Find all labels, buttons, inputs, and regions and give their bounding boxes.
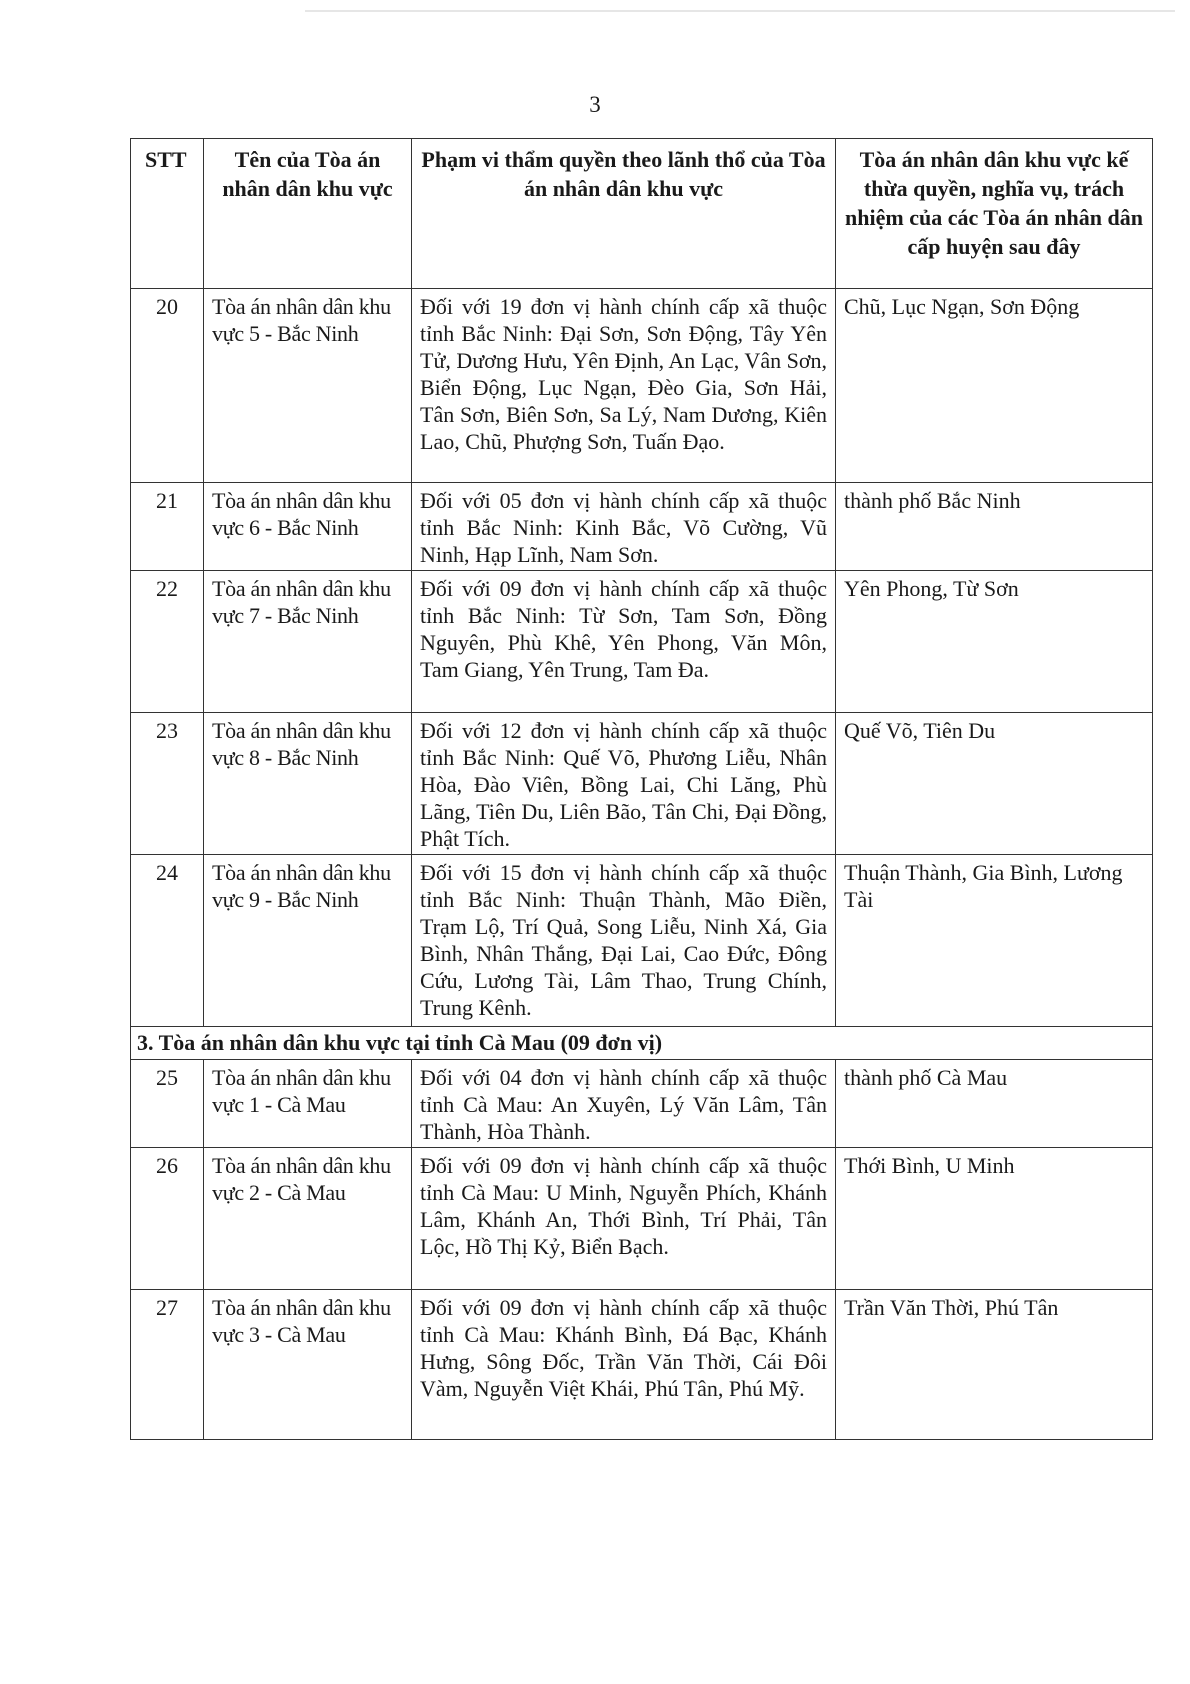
row-stt: 22 (131, 571, 204, 713)
header-stt: STT (131, 139, 204, 289)
table-row (131, 571, 1153, 713)
row-successor: Chũ, Lục Ngạn, Sơn Động (836, 289, 1153, 483)
row-stt: 27 (131, 1290, 204, 1440)
row-successor: Thới Bình, U Minh (836, 1148, 1153, 1290)
row-court-name: Tòa án nhân dân khu vực 5 - Bắc Ninh (204, 289, 412, 483)
row-stt: 21 (131, 483, 204, 571)
row-stt: 25 (131, 1060, 204, 1148)
table-row (131, 1290, 1153, 1440)
court-jurisdiction-table (130, 138, 1153, 1440)
header-scope: Phạm vi thẩm quyền theo lãnh thổ của Tòa án nhân dân khu vực (412, 139, 836, 289)
row-scope: Đối với 12 đơn vị hành chính cấp xã thuộc tỉnh Bắc Ninh: Quế Võ, Phương Liễu, Nhân Hòa, Đào Viên, Bồng Lai, Chi Lăng, Phù Lãng, Tiên Du, Liên Bão, Tân Chi, Đại Đồng, Phật Tích. (412, 713, 836, 855)
table-header-row (131, 139, 1153, 289)
row-court-name: Tòa án nhân dân khu vực 2 - Cà Mau (204, 1148, 412, 1290)
section-title: 3. Tòa án nhân dân khu vực tại tỉnh Cà Mau (09 đơn vị) (131, 1027, 1153, 1060)
row-successor: Thuận Thành, Gia Bình, Lương Tài (836, 855, 1153, 1027)
table-row (131, 713, 1153, 855)
row-successor: Quế Võ, Tiên Du (836, 713, 1153, 855)
row-scope: Đối với 09 đơn vị hành chính cấp xã thuộc tỉnh Bắc Ninh: Từ Sơn, Tam Sơn, Đồng Nguyên, Phù Khê, Yên Phong, Văn Môn, Tam Giang, Yên Trung, Tam Đa. (412, 571, 836, 713)
row-scope: Đối với 15 đơn vị hành chính cấp xã thuộc tỉnh Bắc Ninh: Thuận Thành, Mão Điền, Trạm Lộ, Trí Quả, Song Liễu, Ninh Xá, Gia Bình, Nhân Thắng, Đại Lai, Cao Đức, Đông Cứu, Lương Tài, Lâm Thao, Trung Chính, Trung Kênh. (412, 855, 836, 1027)
table-row (131, 1060, 1153, 1148)
row-court-name: Tòa án nhân dân khu vực 1 - Cà Mau (204, 1060, 412, 1148)
table-row (131, 483, 1153, 571)
row-court-name: Tòa án nhân dân khu vực 8 - Bắc Ninh (204, 713, 412, 855)
table-row (131, 1148, 1153, 1290)
row-scope: Đối với 19 đơn vị hành chính cấp xã thuộc tỉnh Bắc Ninh: Đại Sơn, Sơn Động, Tây Yên Tử, Dương Hưu, Yên Định, An Lạc, Vân Sơn, Biển Động, Lục Ngạn, Đèo Gia, Sơn Hải, Tân Sơn, Biên Sơn, Sa Lý, Nam Dương, Kiên Lao, Chũ, Phượng Sơn, Tuấn Đạo. (412, 289, 836, 483)
row-stt: 20 (131, 289, 204, 483)
row-stt: 23 (131, 713, 204, 855)
row-court-name: Tòa án nhân dân khu vực 9 - Bắc Ninh (204, 855, 412, 1027)
row-successor: Trần Văn Thời, Phú Tân (836, 1290, 1153, 1440)
row-court-name: Tòa án nhân dân khu vực 3 - Cà Mau (204, 1290, 412, 1440)
row-stt: 26 (131, 1148, 204, 1290)
row-successor: Yên Phong, Từ Sơn (836, 571, 1153, 713)
row-court-name: Tòa án nhân dân khu vực 7 - Bắc Ninh (204, 571, 412, 713)
row-scope: Đối với 09 đơn vị hành chính cấp xã thuộc tỉnh Cà Mau: Khánh Bình, Đá Bạc, Khánh Hưng, Sông Đốc, Trần Văn Thời, Cái Đôi Vàm, Nguyễn Việt Khái, Phú Tân, Phú Mỹ. (412, 1290, 836, 1440)
row-scope: Đối với 05 đơn vị hành chính cấp xã thuộc tỉnh Bắc Ninh: Kinh Bắc, Võ Cường, Vũ Ninh, Hạp Lĩnh, Nam Sơn. (412, 483, 836, 571)
row-stt: 24 (131, 855, 204, 1027)
header-court-name: Tên của Tòa án nhân dân khu vực (204, 139, 412, 289)
page-number: 3 (589, 92, 601, 117)
top-rule (305, 10, 1175, 12)
row-successor: thành phố Cà Mau (836, 1060, 1153, 1148)
section-row (131, 1027, 1153, 1060)
header-successor: Tòa án nhân dân khu vực kế thừa quyền, nghĩa vụ, trách nhiệm của các Tòa án nhân dân cấp huyện sau đây (836, 139, 1153, 289)
row-scope: Đối với 04 đơn vị hành chính cấp xã thuộc tỉnh Cà Mau: An Xuyên, Lý Văn Lâm, Tân Thành, Hòa Thành. (412, 1060, 836, 1148)
table-row (131, 855, 1153, 1027)
table-row (131, 289, 1153, 483)
row-successor: thành phố Bắc Ninh (836, 483, 1153, 571)
row-scope: Đối với 09 đơn vị hành chính cấp xã thuộc tỉnh Cà Mau: U Minh, Nguyễn Phích, Khánh Lâm, Khánh An, Thới Bình, Trí Phải, Tân Lộc, Hồ Thị Kỷ, Biển Bạch. (412, 1148, 836, 1290)
row-court-name: Tòa án nhân dân khu vực 6 - Bắc Ninh (204, 483, 412, 571)
